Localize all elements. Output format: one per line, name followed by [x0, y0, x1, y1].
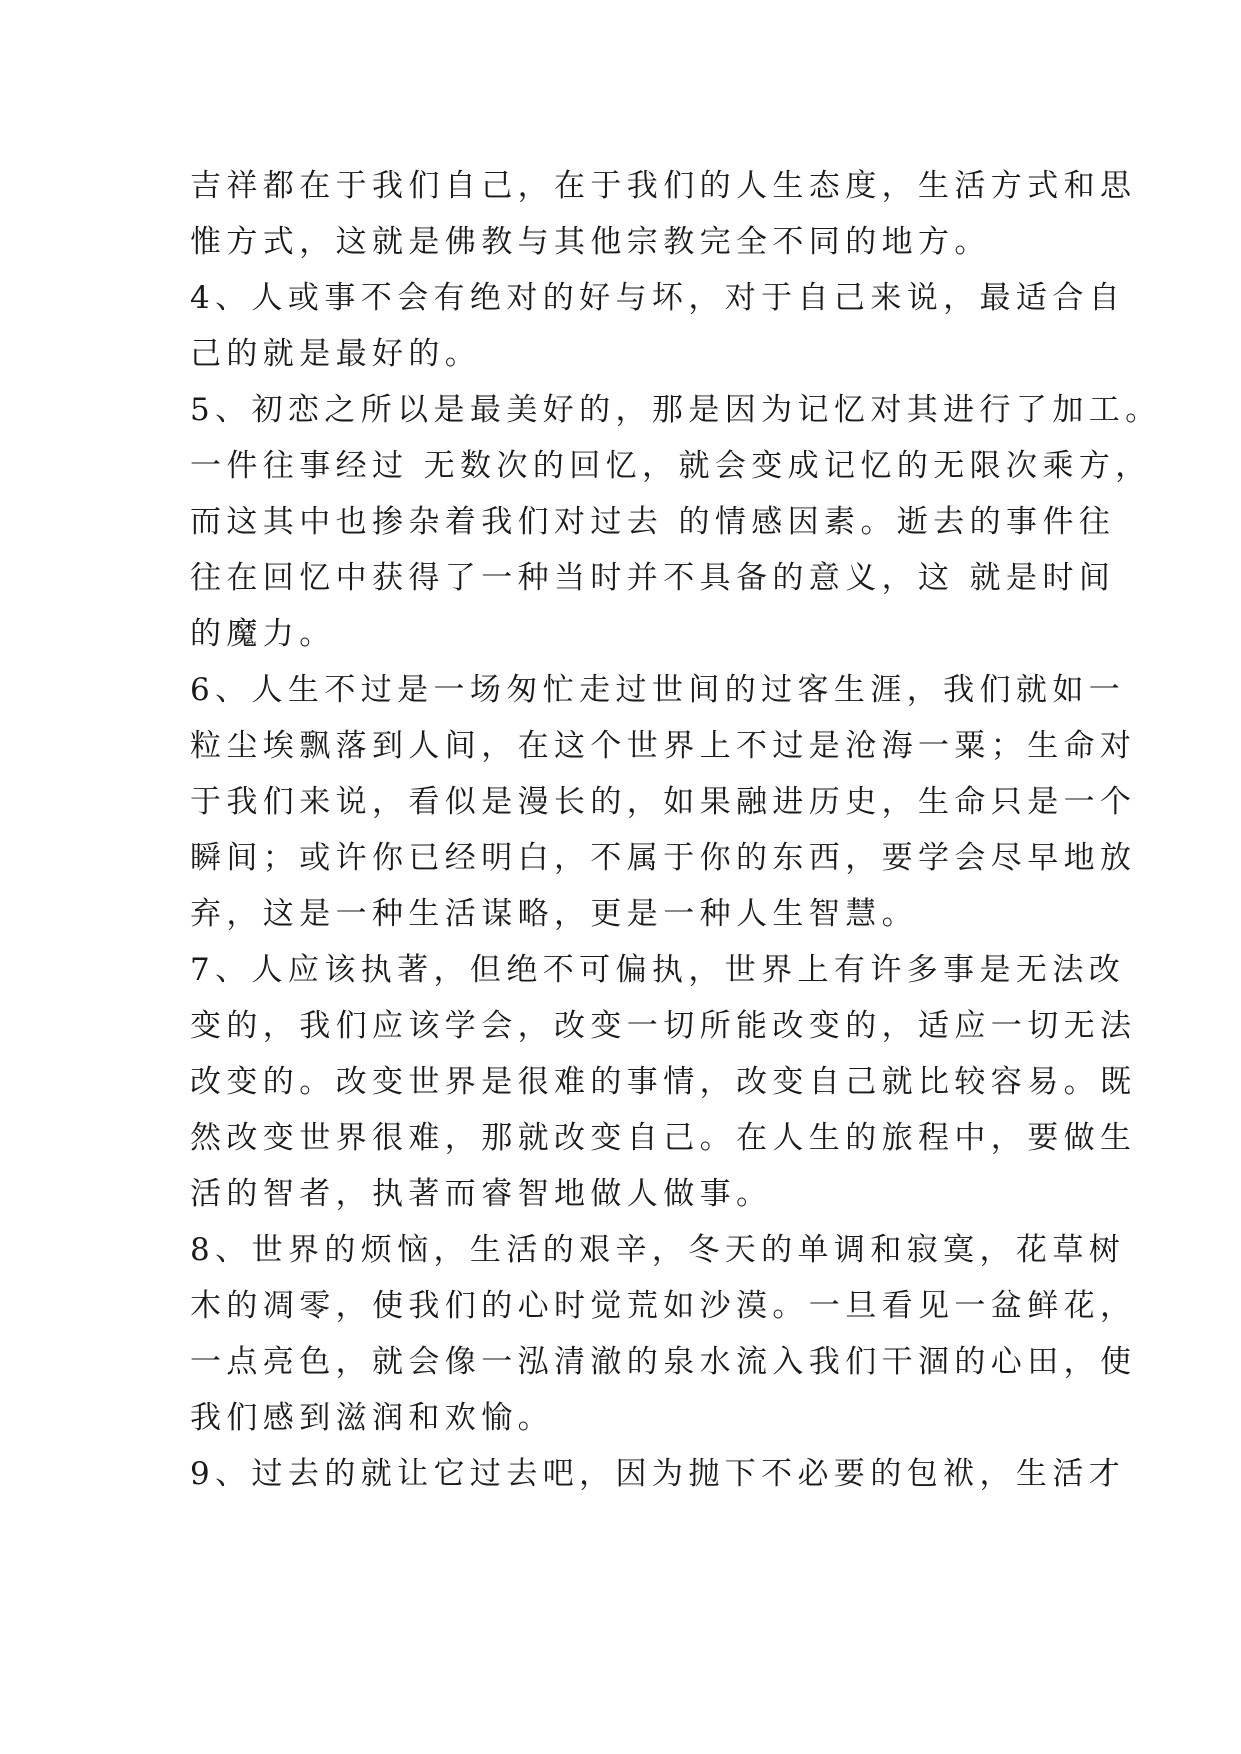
text-line: 瞬间；或许你已经明白，不属于你的东西，要学会尽早地放 — [190, 840, 1137, 876]
text-line: 4、人或事不会有绝对的好与坏，对于自己来说，最适合自 — [190, 280, 1126, 316]
text-line: 弃，这是一种生活谋略，更是一种人生智慧。 — [190, 896, 918, 932]
text-line: 6、人生不过是一场匆忙走过世间的过客生涯，我们就如一 — [190, 672, 1126, 708]
text-line: 一件往事经过 无数次的回忆，就会变成记忆的无限次乘方， — [190, 448, 1152, 484]
text-line: 变的，我们应该学会，改变一切所能改变的，适应一切无法 — [190, 1008, 1137, 1044]
text-line: 改变的。改变世界是很难的事情，改变自己就比较容易。既 — [190, 1064, 1137, 1100]
text-line: 8、世界的烦恼，生活的艰辛，冬天的单调和寂寞，花草树 — [190, 1232, 1126, 1268]
text-line: 5、初恋之所以是最美好的，那是因为记忆对其进行了加工。 — [190, 392, 1162, 428]
text-line: 木的凋零，使我们的心时觉荒如沙漠。一旦看见一盆鲜花， — [190, 1288, 1137, 1324]
text-line: 一点亮色，就会像一泓清澈的泉水流入我们干涸的心田，使 — [190, 1344, 1137, 1380]
text-line: 往在回忆中获得了一种当时并不具备的意义，这 就是时间 — [190, 560, 1116, 596]
text-line: 然改变世界很难，那就改变自己。在人生的旅程中，要做生 — [190, 1120, 1137, 1156]
text-line: 惟方式，这就是佛教与其他宗教完全不同的地方。 — [190, 224, 991, 260]
text-line: 于我们来说，看似是漫长的，如果融进历史，生命只是一个 — [190, 784, 1137, 820]
text-line: 活的智者，执著而睿智地做人做事。 — [190, 1176, 773, 1212]
text-line: 9、过去的就让它过去吧，因为抛下不必要的包袱，生活才 — [190, 1456, 1126, 1492]
text-line: 的魔力。 — [190, 616, 336, 652]
text-line: 7、人应该执著，但绝不可偏执，世界上有许多事是无法改 — [190, 952, 1126, 988]
text-line: 吉祥都在于我们自己，在于我们的人生态度，生活方式和思 — [190, 168, 1137, 204]
text-line: 粒尘埃飘落到人间，在这个世界上不过是沧海一粟；生命对 — [190, 728, 1137, 764]
text-line: 我们感到滋润和欢愉。 — [190, 1400, 554, 1436]
text-line: 而这其中也掺杂着我们对过去 的情感因素。逝去的事件往 — [190, 504, 1116, 540]
text-line: 己的就是最好的。 — [190, 336, 482, 372]
